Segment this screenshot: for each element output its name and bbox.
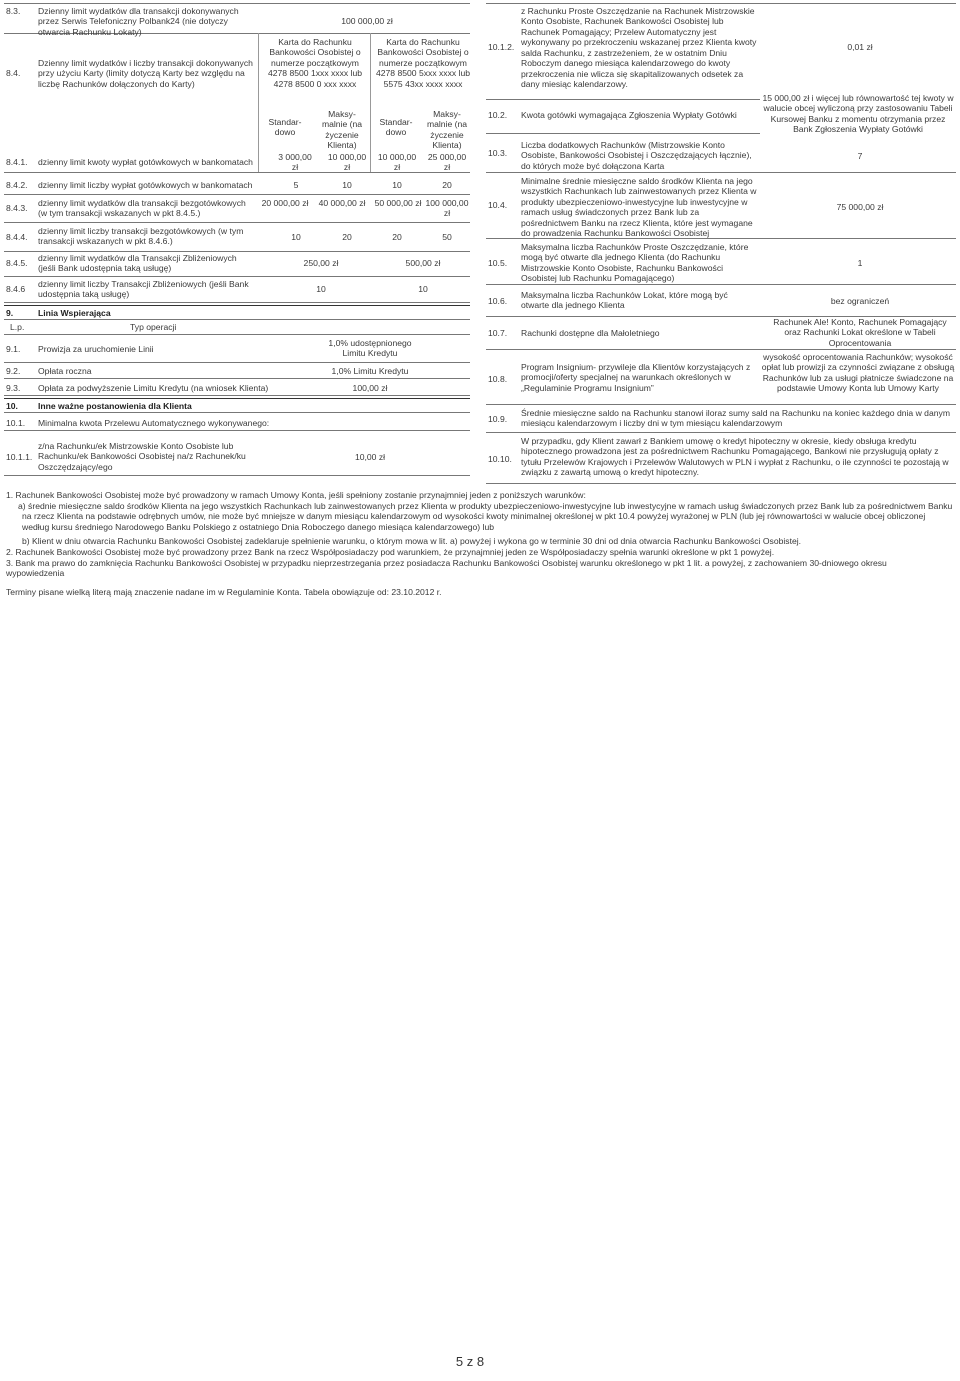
row-10-1-1-num: 10.1.1.	[6, 452, 33, 462]
row-9-3-num: 9.3.	[6, 383, 21, 393]
row-8-4-6-value: 10	[316, 284, 326, 294]
row-10-5-num: 10.5.	[488, 258, 508, 268]
row-10-1-2-value: 0,01 zł	[847, 42, 873, 52]
row-8-4-4-value: 20	[342, 232, 352, 242]
card1-standard-header: Standar-dowo	[268, 117, 302, 138]
footnote-2: 2. Rachunek Bankowości Osobistej może być prowadzony przez Bank na rzecz Współposiadaczy pod warunkiem, że przynajmniej jeden ze Współposiadaczy spełnia warunki określone w pkt 1 powyżej.	[6, 547, 775, 557]
row-8-4-5-value: 250,00 zł	[303, 258, 339, 268]
row-10-3-value: 7	[857, 151, 863, 161]
row-10-2-value: 15 000,00 zł i więcej lub równowartość tej kwoty w walucie obcej wyliczoną przy zastosowaniu Tabeli Kursowej Banku z momentu otrzymania przez Bank Zgłoszenia Wypłaty Gotówki	[760, 93, 956, 135]
row-8-4-4-value: 20	[392, 232, 402, 242]
row-8-4-1-value: 3 000,00 zł	[278, 152, 312, 173]
row-8-3-num: 8.3.	[6, 6, 21, 16]
row-8-3-value: 100 000,00 zł	[341, 16, 393, 26]
row-10-7-value: Rachunek Ale! Konto, Rachunek Pomagający oraz Rachunki Lokat określone w Tabeli Oprocentowania	[773, 317, 947, 348]
row-8-4-4-num: 8.4.4.	[6, 232, 28, 242]
row-9-1-text: Prowizja za uruchomienie Linii	[38, 344, 154, 354]
row-8-4-3-text: dzienny limit wydatków dla transakcji bezgotówkowych (w tym transakcji wskazanych w pkt 8.4.5.)	[38, 198, 246, 219]
row-8-4-1-value: 10 000,00 zł	[377, 152, 417, 173]
row-8-4-2-num: 8.4.2.	[6, 180, 28, 190]
row-10-2-text: Kwota gotówki wymagająca Zgłoszenia Wypłaty Gotówki	[521, 110, 737, 120]
section-9-title: Linia Wspierająca	[38, 308, 111, 318]
section-10-title: Inne ważne postanowienia dla Klienta	[38, 401, 192, 411]
row-8-4-6-value: 10	[418, 284, 428, 294]
row-10-9-text: Średnie miesięczne saldo na Rachunku stanowi iloraz sumy sald na Rachunku na koniec każdego dnia w danym miesiącu kalendarzowym i liczby dni w tym miesiącu kalendarzowym	[521, 408, 950, 429]
page-number: 5 z 8	[455, 1354, 485, 1369]
row-10-3-num: 10.3.	[488, 148, 508, 158]
row-9-2-text: Opłata roczna	[38, 366, 92, 376]
row-10-4-num: 10.4.	[488, 200, 508, 210]
row-10-6-text: Maksymalna liczba Rachunków Lokat, które mogą być otwarte dla jednego Klienta	[521, 290, 728, 311]
row-10-1-1-text: z/na Rachunku/ek Mistrzowskie Konto Osobiste lub Rachunku/ek Bankowości Osobistej na/z Rachunek/ku Oszczędzający/ego	[38, 441, 246, 472]
row-8-4-2-value: 20	[442, 180, 452, 190]
row-10-1-text: Minimalna kwota Przelewu Automatycznego wykonywanego:	[38, 418, 270, 428]
row-8-4-1-value: 10 000,00 zł	[327, 152, 367, 173]
row-10-10-num: 10.10.	[488, 454, 512, 464]
row-10-1-1-value: 10,00 zł	[354, 452, 386, 462]
row-10-3-text: Liczba dodatkowych Rachunków (Mistrzowskie Konto Osobiste, Bankowości Osobistej i Oszczędzających łącznie), do których może być dołączona Karta	[521, 140, 752, 171]
row-10-8-value: wysokość oprocentowania Rachunków; wysokość opłat lub prowizji za czynności związane z obsługą Rachunków lub za usługi płatnicze świadczone na podstawie Umowy Konta lub Umowy Karty	[761, 352, 955, 394]
row-10-5-value: 1	[857, 258, 863, 268]
row-9-3-value: 100,00 zł	[352, 383, 388, 393]
row-10-2-num: 10.2.	[488, 110, 508, 120]
row-8-4-1-value: 25 000,00 zł	[427, 152, 467, 173]
row-10-1-2-text: z Rachunku Proste Oszczędzanie na Rachunek Mistrzowskie Konto Osobiste, Rachunek Bankowości Osobistej lub Rachunek Pomagający; Przelew Automatyczny jest wykonywany po przekroczeniu wskazanej przez Klienta kwoty salda Rachunku, z zastrzeżeniem, że w ostatnim Dniu Roboczym danego miesiąca kalendarzowego do kwoty przekroczenia nie wlicza się skapitalizowanych odsetek za dany miesiąc kalendarzowy.	[521, 6, 757, 90]
card2-standard-header: Standar-dowo	[379, 117, 413, 138]
card1-max-header: Maksy-malnie (na życzenie Klienta)	[321, 109, 363, 151]
row-10-6-num: 10.6.	[488, 296, 508, 306]
row-10-7-num: 10.7.	[488, 328, 508, 338]
row-10-7-text: Rachunki dostępne dla Małoletniego	[521, 328, 660, 338]
row-10-1-num: 10.1.	[6, 418, 26, 428]
row-8-3-text: Dzienny limit wydatków dla transakcji dokonywanych przez Serwis Telefoniczny Polbank24 (nie dotyczy otwarcia Rachunku Lokaty)	[38, 6, 239, 37]
row-10-4-text: Minimalne średnie miesięczne saldo środków Klienta na jego wszystkich Rachunkach lub zainwestowanych przez Klienta w produkty ubezpieczeniowo-inwestycyjne lub inwestycyjne w ramach usług świadczonych przez Bank lub za pośrednictwem Banku na rzecz Klienta, które jest wymagane do prowadzenia Rachunku Bankowości Osobistej	[521, 176, 757, 239]
row-8-4-3-value: 50 000,00 zł	[374, 198, 422, 208]
card1-title: Karta do Rachunku Bankowości Osobistej o numerze początkowym 4278 8500 1xxx xxxx lub 4278 8500 0 xxx xxxx	[267, 37, 363, 89]
section-10-num: 10.	[6, 401, 18, 411]
card2-title: Karta do Rachunku Bankowości Osobistej o numerze początkowym 4278 8500 5xxx xxxx lub 5575 43xx xxxx xxxx	[375, 37, 471, 89]
row-8-4-1-num: 8.4.1.	[6, 157, 28, 167]
row-10-4-value: 75 000,00 zł	[836, 202, 884, 212]
row-8-4-2-value: 5	[293, 180, 299, 190]
row-8-4-6-text: dzienny limit liczby Transakcji Zbliżeniowych (jeśli Bank udostępnia taką usługę)	[38, 279, 249, 300]
lp-header: L.p.	[10, 322, 25, 332]
row-8-4-4-value: 10	[291, 232, 301, 242]
row-10-8-num: 10.8.	[488, 374, 508, 384]
row-10-5-text: Maksymalna liczba Rachunków Proste Oszczędzanie, które mogą być otwarte dla jednego Klienta (do Rachunku Mistrzowskie Konto Osobiste, Rachunku Bankowości Osobistej lub Rachunku Pomagającego)	[521, 242, 749, 284]
row-8-4-3-value: 20 000,00 zł	[261, 198, 309, 208]
section-9-num: 9.	[6, 308, 14, 318]
row-8-4-text: Dzienny limit wydatków i liczby transakcji dokonywanych przy użyciu Karty (limity dotyczą Karty bez względu na liczbę Rachunków dołączonych do Karty)	[38, 58, 253, 89]
card2-max-header: Maksy-malnie (na życzenie Klienta)	[426, 109, 468, 151]
row-10-8-text: Program Insignium- przywileje dla Klientów korzystających z promocji/oferty specjalnej na warunkach określonych w „Regulaminie Programu Insignium”	[521, 362, 751, 393]
row-9-3-text: Opłata za podwyższenie Limitu Kredytu (na wniosek Klienta)	[38, 383, 269, 393]
footnote-1: 1. Rachunek Bankowości Osobistej może być prowadzony w ramach Umowy Konta, jeśli spełniony zostanie przynajmniej jeden z poniższych warunków:	[6, 490, 586, 500]
footnote-3: 3. Bank ma prawo do zamknięcia Rachunku Bankowości Osobistej w przypadku nieprzestrzegania przez posiadacza Rachunku Bankowości Osobistej warunku określonego w pkt 1 lit. a powyżej, z zachowaniem 30-dniowego okresu wypowiedzenia	[6, 558, 887, 579]
row-10-10-text: W przypadku, gdy Klient zawarł z Bankiem umowę o kredyt hipoteczny w okresie, kiedy obsługa kredytu hipotecznego prowadzona jest za pośrednictwem Rachunku Pomagającego, Bankowi nie przysługują opłaty z tytułu Przelewów Krajowych i Przelewów Walutowych w PLN i wypłat z Rachunku, o ile czynności te pozostają w związku z zawartą umową o kredyt hipoteczny.	[521, 436, 949, 478]
row-10-1-2-num: 10.1.2.	[488, 42, 515, 52]
row-9-1-num: 9.1.	[6, 344, 21, 354]
row-8-4-5-text: dzienny limit wydatków dla Transakcji Zbliżeniowych (jeśli Bank udostępnia taką usługę)	[38, 253, 237, 274]
row-8-4-2-value: 10	[342, 180, 352, 190]
row-8-4-4-value: 50	[442, 232, 452, 242]
footnote-1b: b) Klient w dniu otwarcia Rachunku Bankowości Osobistej zadeklaruje spełnienie warunku, o którym mowa w lit. a) powyżej i wykona go w terminie 30 dni od dnia otwarcia Rachunku Bankowości Osobistej.	[22, 536, 802, 546]
row-8-4-3-value: 40 000,00 zł	[318, 198, 366, 208]
row-8-4-3-num: 8.4.3.	[6, 203, 28, 213]
footnote-1a: a) średnie miesięczne saldo środków Klienta na jego wszystkich Rachunkach lub zainwestowanych przez Klienta w produkty ubezpieczeniowo-inwestycyjne lub inwestycyjne w ramach usług świadczonych przez Bank lub za pośrednictwem Banku na rzecz Klienta na podstawie odrębnych umów, nie może być mniejsze w danym miesiącu kalendarzowym od wysokości kwoty minimalnej określonej w pkt 10.4 powyżej wyrażonej w PLN (lub jej równowartości w walucie obcej obliczonej według kursu średniego Narodowego Banku Polskiego z ostatniego Dnia Roboczego danego miesiąca kalendarzowego) lub	[18, 501, 953, 532]
row-10-9-num: 10.9.	[488, 414, 508, 424]
row-9-1-value: 1,0% udostępnionego Limitu Kredytu	[328, 338, 412, 359]
row-8-4-2-value: 10	[392, 180, 402, 190]
row-8-4-num: 8.4.	[6, 68, 21, 78]
row-8-4-3-value: 100 000,00 zł	[425, 198, 469, 219]
row-8-4-5-num: 8.4.5.	[6, 258, 28, 268]
operation-type-header: Typ operacji	[130, 322, 177, 332]
row-8-4-4-text: dzienny limit liczby transakcji bezgotówkowych (w tym transakcji wskazanych w pkt 8.4.6.)	[38, 226, 244, 247]
row-8-4-1-text: dzienny limit kwoty wypłat gotówkowych w bankomatach	[38, 157, 253, 167]
row-9-2-value: 1,0% Limitu Kredytu	[331, 366, 409, 376]
terms-note: Terminy pisane wielką literą mają znaczenie nadane im w Regulaminie Konta. Tabela obowiązuje od: 23.10.2012 r.	[6, 587, 442, 597]
row-8-4-2-text: dzienny limit liczby wypłat gotówkowych w bankomatach	[38, 180, 253, 190]
row-8-4-5-value: 500,00 zł	[405, 258, 441, 268]
row-9-2-num: 9.2.	[6, 366, 21, 376]
row-10-6-value: bez ograniczeń	[830, 296, 890, 306]
row-8-4-6-num: 8.4.6	[6, 284, 26, 294]
